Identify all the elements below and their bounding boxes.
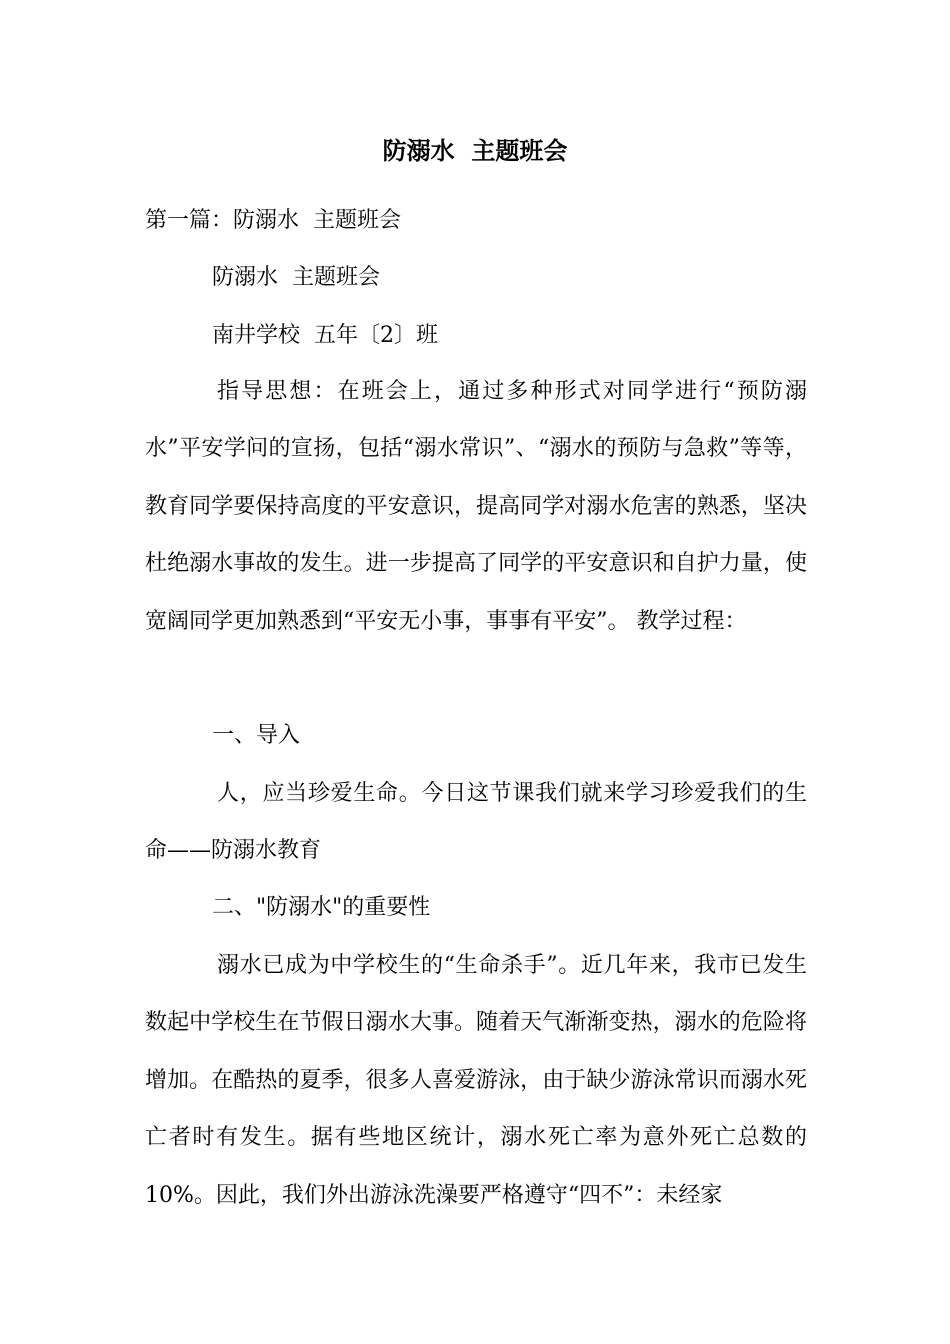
class-info: 南井学校 五年〔2〕班 bbox=[212, 323, 438, 348]
subtitle: 防溺水 主题班会 bbox=[212, 265, 380, 290]
chapter-heading: 第一篇：防溺水 主题班会 bbox=[145, 208, 401, 233]
section2-heading: 二、"防溺水"的重要性 bbox=[212, 895, 431, 920]
guiding-paragraph: 指导思想：在班会上，通过多种形式对同学进行“预防溺水”平安学问的宣扬，包括“溺水常识”、“溺水的预防与急救”等等，教育同学要保持高度的平安意识，提高同学对溺水危害的熟悉，坚决杜绝溺水事故的发生。进一步提高了同学的平安意识和自护力量，使宽阔同学更加熟悉到“平安无小事，事事有平安”。 教学过程： bbox=[145, 379, 807, 634]
section2-paragraph: 溺水已成为中学校生的“生命杀手”。近几年来，我市已发生数起中学校生在节假日溺水大事。随着天气渐渐变热，溺水的危险将增加。在酷热的夏季，很多人喜爱游泳，由于缺少游泳常识而溺水死亡者时有发生。据有些地区统计，溺水死亡率为意外死亡总数的10%。因此，我们外出游泳洗澡要严格遵守“四不”：未经家 bbox=[145, 953, 807, 1208]
section1-paragraph: 人，应当珍爱生命。今日这节课我们就来学习珍爱我们的生命——防溺水教育 bbox=[145, 781, 807, 864]
document-title: 防溺水 主题班会 bbox=[382, 136, 568, 165]
section1-heading: 一、导入 bbox=[212, 723, 301, 748]
